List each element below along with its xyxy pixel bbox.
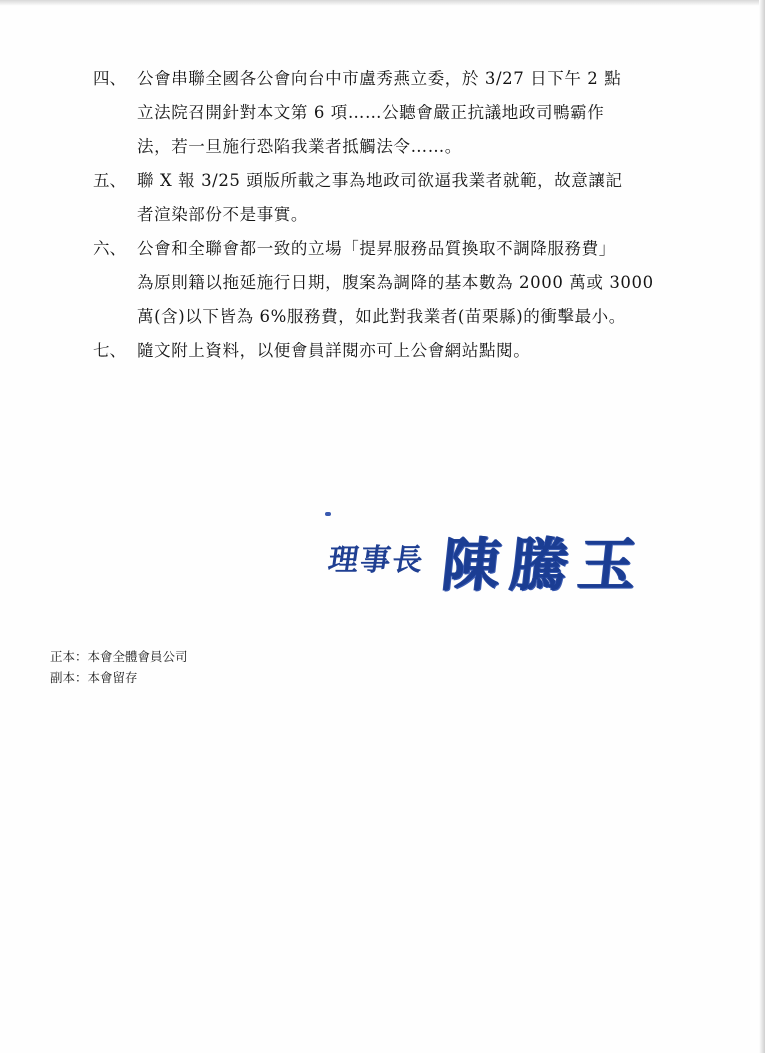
- numbered-items: [93, 62, 703, 368]
- copy-recipients: 副本：本會留存: [50, 670, 138, 685]
- item-text: [137, 334, 703, 368]
- item-line: 聯 X 報 3/25 頭版所載之事為地政司欲逼我業者就範，故意讓記: [137, 171, 623, 190]
- item-marker: 四、: [93, 69, 126, 88]
- original-recipients: 正本：本會全體會員公司: [50, 649, 188, 664]
- list-item-4: [93, 62, 703, 164]
- item-text: [137, 62, 703, 164]
- list-item-6: [93, 232, 703, 334]
- item-line: 公會串聯全國各公會向台中市盧秀燕立委，於 3/27 日下午 2 點: [137, 69, 622, 88]
- item-marker: 五、: [93, 171, 126, 190]
- item-line: 隨文附上資料，以便會員詳閱亦可上公會網站點閱。: [137, 341, 531, 360]
- distribution-list: [50, 646, 188, 688]
- scan-edge-top: [0, 0, 765, 6]
- item-line: 法，若一旦施行恐陷我業者抵觸法令……。: [137, 137, 462, 156]
- item-marker: 七、: [93, 341, 126, 360]
- list-item-5: [93, 164, 703, 232]
- signature-name: 陳騰玉: [438, 531, 651, 599]
- ink-mark: [325, 512, 331, 516]
- scan-edge-right: [759, 0, 765, 1053]
- list-item-7: [93, 334, 703, 368]
- item-line: 者渲染部份不是事實。: [137, 205, 308, 224]
- item-marker: 六、: [93, 239, 126, 258]
- item-line: 立法院召開針對本文第 6 項……公聽會嚴正抗議地政司鴨霸作: [137, 103, 605, 122]
- item-line: 公會和全聯會都一致的立場「提昇服務品質換取不調降服務費」: [137, 239, 616, 258]
- chairman-signature-stamp: [325, 510, 685, 610]
- item-line: 為原則籍以拖延施行日期，腹案為調降的基本數為 2000 萬或 3000: [137, 273, 654, 292]
- item-line: 萬(含)以下皆為 6%服務費，如此對我業者(苗栗縣)的衝擊最小。: [137, 307, 626, 326]
- item-text: [137, 164, 703, 232]
- item-text: [137, 232, 703, 334]
- signature-title: 理事長: [326, 543, 427, 578]
